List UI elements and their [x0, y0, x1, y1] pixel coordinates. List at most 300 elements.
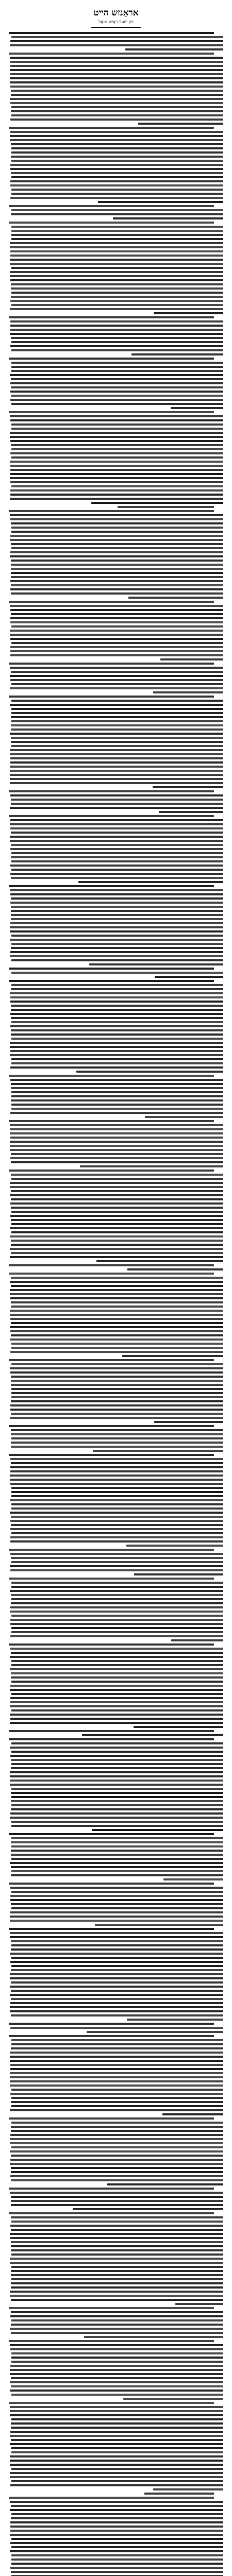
article-text-line	[10, 1338, 223, 1341]
article-text-line	[11, 1664, 223, 1666]
article-text-line	[10, 2365, 223, 2367]
article-text-line	[10, 770, 223, 772]
article-text-line	[10, 308, 223, 310]
article-text-line	[10, 617, 223, 619]
article-text-line	[11, 947, 223, 949]
article-text-line	[11, 959, 223, 961]
article-text-line	[11, 403, 223, 405]
article-text-line	[11, 2216, 223, 2218]
article-text-line	[11, 2171, 223, 2173]
article-text-line	[11, 724, 223, 726]
article-text-line	[11, 1392, 223, 1394]
article-text-line	[10, 634, 223, 636]
article-text-line	[10, 2521, 223, 2523]
article-text-line	[10, 1973, 223, 1975]
article-text-line	[10, 61, 223, 63]
article-text-line	[153, 786, 223, 788]
article-text-line	[96, 1260, 223, 1262]
article-text-line	[10, 1013, 223, 1015]
article-text-line	[11, 1870, 223, 1872]
article-text-line	[11, 2418, 223, 2420]
article-text-line	[11, 423, 223, 426]
article-text-line	[11, 1033, 223, 1036]
article-text-line	[11, 856, 223, 858]
article-text-line	[9, 696, 214, 698]
article-text-line	[9, 1549, 214, 1551]
article-text-line	[10, 902, 223, 904]
article-text-line	[11, 1223, 223, 1225]
article-text-line	[11, 2282, 223, 2284]
article-text-line	[11, 1825, 223, 1827]
article-text-line	[11, 2451, 223, 2453]
article-text-line	[10, 374, 223, 376]
article-text-line	[10, 1054, 223, 1056]
article-text-line	[11, 1306, 223, 1308]
article-text-line	[10, 733, 223, 735]
article-text-line	[10, 139, 223, 141]
article-text-line	[11, 1334, 223, 1336]
article-text-line	[11, 2122, 223, 2124]
article-text-line	[10, 1330, 223, 1332]
article-text-line	[10, 2134, 223, 2136]
article-text-line	[10, 498, 223, 500]
article-text-line	[10, 2567, 223, 2569]
article-text-line	[9, 663, 214, 665]
article-text-line	[10, 2093, 223, 2095]
article-text-line	[10, 951, 223, 953]
article-text-line	[10, 81, 223, 83]
article-text-line	[10, 1215, 223, 1217]
article-text-line	[11, 1957, 223, 1959]
article-text-line	[11, 366, 223, 368]
article-text-line	[11, 2385, 223, 2387]
article-text-line	[10, 2138, 223, 2140]
article-text-line	[10, 1590, 223, 1592]
article-text-line	[11, 860, 223, 862]
article-text-line	[10, 2027, 223, 2029]
article-text-line	[10, 2526, 223, 2528]
article-text-line	[89, 963, 223, 965]
article-text-line	[10, 320, 223, 323]
article-title: אראַנזש הייט	[93, 8, 139, 18]
article-text-line	[10, 1916, 223, 1918]
article-text-line	[11, 671, 223, 673]
article-text-line	[11, 2221, 223, 2223]
article-text-line	[10, 246, 223, 248]
article-text-line	[10, 325, 223, 327]
article-text-line	[10, 419, 223, 421]
article-text-line	[10, 2344, 223, 2346]
article-text-line	[10, 1932, 223, 1934]
article-text-line	[10, 1623, 223, 1625]
article-text-line	[128, 597, 223, 599]
article-text-line	[11, 1029, 223, 1031]
article-text-line	[10, 1132, 223, 1134]
article-text-line	[10, 461, 223, 463]
article-text-line	[11, 572, 223, 574]
article-text-line	[11, 2274, 223, 2276]
article-text-line	[9, 358, 214, 360]
article-text-line	[10, 555, 223, 557]
article-text-line	[10, 1611, 223, 1613]
article-text-line	[11, 2563, 223, 2565]
article-text-line	[11, 1944, 223, 1946]
article-text-line	[11, 1767, 223, 1769]
article-text-line	[10, 535, 223, 537]
article-text-line	[11, 160, 223, 162]
article-text-line	[11, 897, 223, 900]
article-text-line	[11, 2200, 223, 2202]
article-text-line	[10, 399, 223, 401]
article-text-line	[11, 683, 223, 685]
article-text-line	[10, 1297, 223, 1299]
article-text-line	[10, 823, 223, 825]
article-text-line	[10, 494, 223, 496]
article-text-line	[11, 147, 223, 149]
article-text-line	[10, 2464, 223, 2466]
article-text-line	[10, 1281, 223, 1283]
article-text-line	[10, 2060, 223, 2062]
article-text-line	[10, 580, 223, 582]
article-text-line	[10, 382, 223, 384]
article-text-line	[10, 1046, 223, 1048]
article-text-line	[10, 1961, 223, 1963]
article-text-line	[11, 2513, 223, 2515]
article-text-line	[9, 1264, 214, 1266]
article-text-line	[10, 1986, 223, 1988]
article-text-line	[10, 630, 223, 632]
article-text-line	[10, 44, 223, 46]
article-text-line	[10, 2431, 223, 2433]
article-text-line	[11, 2105, 223, 2107]
article-text-line	[11, 1252, 223, 1254]
article-text-line	[154, 312, 223, 314]
article-text-line	[134, 1726, 223, 1728]
article-text-line	[10, 2080, 223, 2082]
article-text-line	[11, 1866, 223, 1868]
article-text-line	[11, 1174, 223, 1176]
article-text-line	[10, 1042, 223, 1044]
article-text-line	[122, 1355, 223, 1357]
article-text-line	[118, 506, 214, 508]
article-text-line	[11, 1462, 223, 1464]
article-text-line	[11, 1343, 223, 1345]
article-text-line	[10, 2472, 223, 2474]
article-text-line	[154, 1421, 223, 1423]
article-text-line	[11, 1442, 223, 1444]
article-text-line	[11, 1759, 223, 1761]
article-text-line	[10, 551, 223, 553]
article-text-line	[11, 2249, 223, 2251]
article-text-line	[9, 316, 214, 318]
article-text-line	[11, 1058, 223, 1060]
article-text-line	[10, 2435, 223, 2437]
article-text-line	[10, 621, 223, 623]
article-text-line	[11, 2538, 223, 2540]
article-text-line	[11, 349, 223, 351]
article-text-line	[11, 2047, 223, 2049]
article-text-line	[10, 1050, 223, 1052]
article-text-line	[9, 968, 214, 970]
article-text-line	[10, 1409, 223, 1411]
article-text-line	[9, 2188, 214, 2190]
article-text-line	[10, 1697, 223, 1699]
article-text-line	[10, 2068, 223, 2070]
article-text-line	[10, 2002, 223, 2004]
article-text-line	[9, 222, 214, 224]
article-text-line	[11, 584, 223, 586]
article-text-line	[98, 201, 223, 203]
article-text-line	[11, 1240, 223, 1242]
article-text-line	[11, 1380, 223, 1382]
article-text-line	[11, 456, 223, 459]
article-text-line	[9, 1454, 214, 1456]
article-text-line	[155, 976, 223, 978]
article-text-line	[11, 1965, 223, 1967]
article-text-line	[11, 1038, 223, 1040]
article-text-line	[9, 411, 214, 413]
article-text-line	[11, 110, 223, 112]
article-text-line	[10, 391, 223, 393]
article-text-line	[11, 1396, 223, 1398]
article-text-line	[9, 1425, 214, 1427]
article-text-line	[10, 1186, 223, 1188]
article-text-line	[11, 2357, 223, 2359]
article-text-line	[11, 226, 223, 228]
article-text-line	[93, 1450, 223, 1452]
article-text-line	[10, 2064, 223, 2066]
article-text-line	[11, 172, 223, 174]
article-text-line	[11, 1190, 223, 1192]
article-text-line	[11, 1285, 223, 1287]
article-text-line	[126, 1545, 223, 1547]
article-text-line	[10, 605, 223, 607]
article-text-line	[11, 106, 223, 108]
article-text-line	[10, 1911, 223, 1913]
article-text-line	[162, 2113, 223, 2115]
article-text-line	[10, 2460, 223, 2462]
article-text-line	[10, 2142, 223, 2144]
article-text-line	[11, 1874, 223, 1876]
article-text-line	[11, 1532, 223, 1534]
article-text-line	[10, 1755, 223, 1757]
article-text-line	[11, 1347, 223, 1349]
article-text-line	[10, 164, 223, 166]
article-text-line	[10, 1025, 223, 1027]
article-text-line	[9, 601, 214, 603]
article-text-line	[11, 1998, 223, 2000]
article-text-line	[11, 2554, 223, 2556]
article-text-line	[9, 32, 214, 34]
article-text-line	[11, 444, 223, 446]
article-text-line	[10, 2225, 223, 2227]
article-text-line	[9, 2340, 214, 2342]
article-text-line	[138, 123, 223, 125]
article-text-line	[11, 143, 223, 145]
article-text-line	[10, 2258, 223, 2260]
article-text-line	[10, 250, 223, 252]
article-text-line	[10, 1483, 223, 1485]
article-text-line	[11, 700, 223, 702]
article-text-line	[10, 271, 223, 273]
article-text-line	[10, 1635, 223, 1637]
article-text-line	[10, 86, 223, 88]
article-text-line	[10, 1812, 223, 1815]
article-text-line	[10, 848, 223, 850]
article-text-line	[9, 2402, 214, 2404]
article-text-line	[10, 1145, 223, 1147]
article-text-line	[11, 1062, 223, 1064]
article-text-line	[10, 345, 223, 347]
article-text-line	[11, 1108, 223, 1110]
article-text-line	[10, 1326, 223, 1328]
article-text-line	[10, 1775, 223, 1777]
article-text-line	[163, 1878, 223, 1880]
article-text-line	[11, 151, 223, 154]
article-text-line	[11, 1854, 223, 1856]
article-text-line	[11, 1709, 223, 1711]
article-text-line	[10, 588, 223, 590]
article-text-line	[11, 1969, 223, 1971]
article-text-line	[9, 815, 214, 817]
article-text-line	[10, 766, 223, 768]
article-text-line	[11, 1231, 223, 1233]
article-text-line	[171, 1639, 223, 1641]
article-text-line	[11, 1681, 223, 1683]
article-text-line	[10, 1479, 223, 1481]
article-text-line	[10, 1722, 223, 1724]
article-text-line	[11, 2014, 223, 2016]
article-text-line	[11, 906, 223, 908]
article-text-line	[11, 362, 223, 364]
article-text-line	[9, 1578, 214, 1580]
article-text-line	[10, 2381, 223, 2383]
article-text-line	[11, 1178, 223, 1180]
article-text-line	[10, 687, 223, 689]
article-text-line	[9, 1120, 214, 1122]
article-text-line	[10, 638, 223, 640]
article-text-line	[10, 778, 223, 780]
article-text-line	[10, 102, 223, 104]
article-text-line	[11, 209, 223, 211]
article-text-line	[10, 2052, 223, 2054]
article-text-line	[11, 2299, 223, 2301]
article-text-line	[11, 2468, 223, 2470]
article-text-line	[10, 704, 223, 706]
article-text-line	[11, 94, 223, 96]
article-text-line	[11, 2558, 223, 2561]
article-text-line	[10, 1747, 223, 1749]
article-text-line	[11, 943, 223, 945]
article-text-line	[11, 1503, 223, 1505]
article-text-line	[11, 337, 223, 339]
article-text-line	[10, 1512, 223, 1514]
article-text-line	[11, 2126, 223, 2128]
article-text-line	[10, 807, 223, 809]
article-text-line	[11, 1837, 223, 1839]
article-text-line	[11, 395, 223, 397]
article-text-line	[159, 811, 223, 813]
article-text-line	[11, 1400, 223, 1402]
article-text-line	[10, 2406, 223, 2408]
article-text-line	[11, 1446, 223, 1448]
article-text-line	[10, 452, 223, 454]
article-text-line	[10, 794, 223, 796]
article-text-line	[10, 469, 223, 471]
article-text-line	[10, 1953, 223, 1955]
article-text-line	[11, 2089, 223, 2091]
article-text-line	[10, 2163, 223, 2165]
article-text-line	[10, 242, 223, 244]
article-text-line	[11, 428, 223, 430]
article-text-line	[11, 2179, 223, 2181]
article-text-line	[144, 2493, 214, 2495]
article-text-line	[11, 1598, 223, 1600]
article-text-line	[11, 1582, 223, 1584]
article-text-line	[10, 77, 223, 79]
article-text-line	[11, 613, 223, 615]
article-text-line	[11, 176, 223, 178]
article-text-line	[10, 184, 223, 187]
article-text-line	[10, 2484, 223, 2486]
article-text-line	[11, 1104, 223, 1106]
article-text-line	[9, 2117, 214, 2120]
article-text-line	[10, 2550, 223, 2552]
article-text-line	[11, 1507, 223, 1510]
article-text-line	[9, 1928, 214, 1930]
article-text-line	[11, 1676, 223, 1679]
article-text-line	[11, 1099, 223, 1101]
article-text-line	[10, 893, 223, 895]
article-text-line	[10, 2501, 223, 2503]
article-text-line	[11, 378, 223, 380]
article-text-line	[10, 939, 223, 941]
article-text-line	[10, 2291, 223, 2293]
article-text-line	[11, 1487, 223, 1489]
article-text-line	[11, 737, 223, 739]
article-text-line	[10, 2530, 223, 2532]
article-text-line	[10, 1528, 223, 1530]
article-text-line	[10, 774, 223, 776]
article-text-line	[10, 2237, 223, 2239]
article-text-line	[11, 1153, 223, 1155]
article-text-line	[11, 1800, 223, 1802]
article-text-line	[11, 2447, 223, 2449]
article-text-line	[11, 292, 223, 294]
article-text-line	[10, 1895, 223, 1897]
article-text-line	[10, 2328, 223, 2330]
article-text-line	[11, 36, 223, 38]
article-text-line	[10, 40, 223, 42]
article-text-line	[11, 1219, 223, 1221]
article-text-line	[10, 679, 223, 681]
article-text-line	[11, 213, 223, 215]
article-text-line	[11, 1660, 223, 1662]
article-text-line	[11, 304, 223, 306]
article-text-line	[10, 1540, 223, 1543]
article-text-line	[10, 275, 223, 277]
article-text-line	[10, 514, 223, 516]
article-text-line	[11, 1940, 223, 1942]
article-text-line	[10, 263, 223, 265]
article-text-line	[11, 2361, 223, 2363]
article-text-line	[11, 1557, 223, 1559]
article-text-line	[11, 287, 223, 290]
article-text-line	[11, 803, 223, 805]
article-text-line	[11, 576, 223, 578]
article-text-line	[10, 1371, 223, 1374]
article-text-line	[78, 881, 223, 883]
